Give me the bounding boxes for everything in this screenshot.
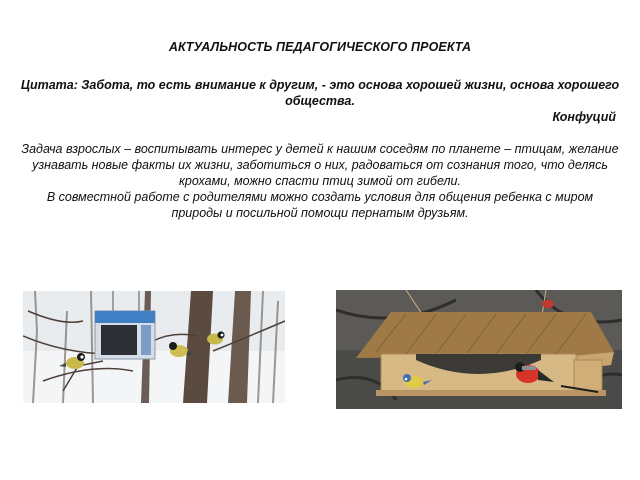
bird-feeder-house-photo [336,290,622,409]
paragraph-parents-work: В совместной работе с родителями можно создать условия для общения ребенка с миром природы и посильной помощи пернатым друзьям. [46,190,594,220]
body-text [20,141,620,221]
paragraph-adults-task: Задача взрослых – воспитывать интерес у детей к нашим соседям по планете – птицам, желание узнавать новые факты их жизни, заботиться о них, радоваться от сознания того, что делясь крохами, можно спасти птиц зимой от гибели. [21,142,619,188]
slide-title: АКТУАЛЬНОСТЬ ПЕДАГОГИЧЕСКОГО ПРОЕКТА [168,40,472,54]
feeder-house-image [336,290,622,409]
bird-feeder-box-photo [23,291,285,403]
feeder-box-image [23,291,285,403]
confucius-quote: Цитата: Забота, то есть внимание к другим, - это основа хорошей жизни, основа хорошего общества. [20,78,620,108]
quote-author: Конфуций [552,110,616,124]
